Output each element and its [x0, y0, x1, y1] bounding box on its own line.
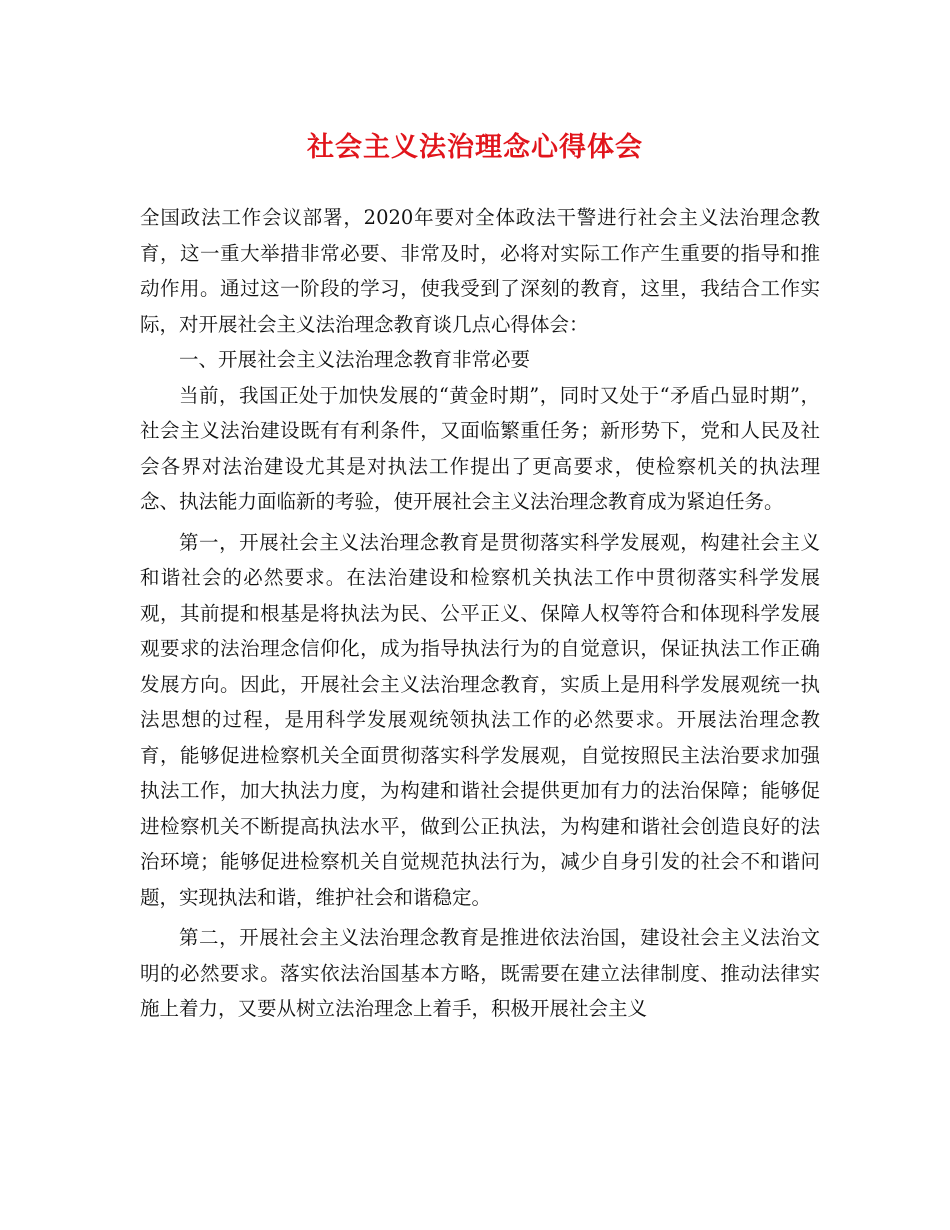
- body-paragraph: 第二，开展社会主义法治理念教育是推进依法治国，建设社会主义法治文明的必然要求。落实依法治国基本方略，既需要在建立法律制度、推动法律实施上着力，又要从树立法治理念上着手，积极开展社会主义: [140, 926, 820, 1020]
- document-title: 社会主义法治理念心得体会: [307, 132, 643, 163]
- section-heading: 一、开展社会主义法治理念教育非常必要: [179, 348, 531, 371]
- body-paragraph: 第一，开展社会主义法治理念教育是贯彻落实科学发展观，构建社会主义和谐社会的必然要求。在法治建设和检察机关执法工作中贯彻落实科学发展观，其前提和根基是将执法为民、公平正义、保障人权等符合和体现科学发展观要求的法治理念信仰化，成为指导执法行为的自觉意识，保证执法工作正确发展方向。因此，开展社会主义法治理念教育，实质上是用科学发展观统一执法思想的过程，是用科学发展观统领执法工作的必然要求。开展法治理念教育，能够促进检察机关全面贯彻落实科学发展观，自觉按照民主法治要求加强执法工作，加大执法力度，为构建和谐社会提供更加有力的法治保障；能够促进检察机关不断提高执法水平，做到公正执法，为构建和谐社会创造良好的法治环境；能够促进检察机关自觉规范执法行为，减少自身引发的社会不和谐问题，实现执法和谐，维护社会和谐稳定。: [140, 530, 820, 909]
- document-body: [140, 200, 820, 1027]
- body-paragraph: 当前，我国正处于加快发展的“黄金时期”，同时又处于“矛盾凸显时期”，社会主义法治建设既有有利条件，又面临繁重任务；新形势下，党和人民及社会各界对法治建设尤其是对执法工作提出了更高要求，使检察机关的执法理念、执法能力面临新的考验，使开展社会主义法治理念教育成为紧迫任务。: [140, 383, 820, 513]
- intro-paragraph: 全国政法工作会议部署，2020年要对全体政法干警进行社会主义法治理念教育，这一重大举措非常必要、非常及时，必将对实际工作产生重要的指导和推动作用。通过这一阶段的学习，使我受到了深刻的教育，这里，我结合工作实际，对开展社会主义法治理念教育谈几点心得体会：: [140, 206, 820, 336]
